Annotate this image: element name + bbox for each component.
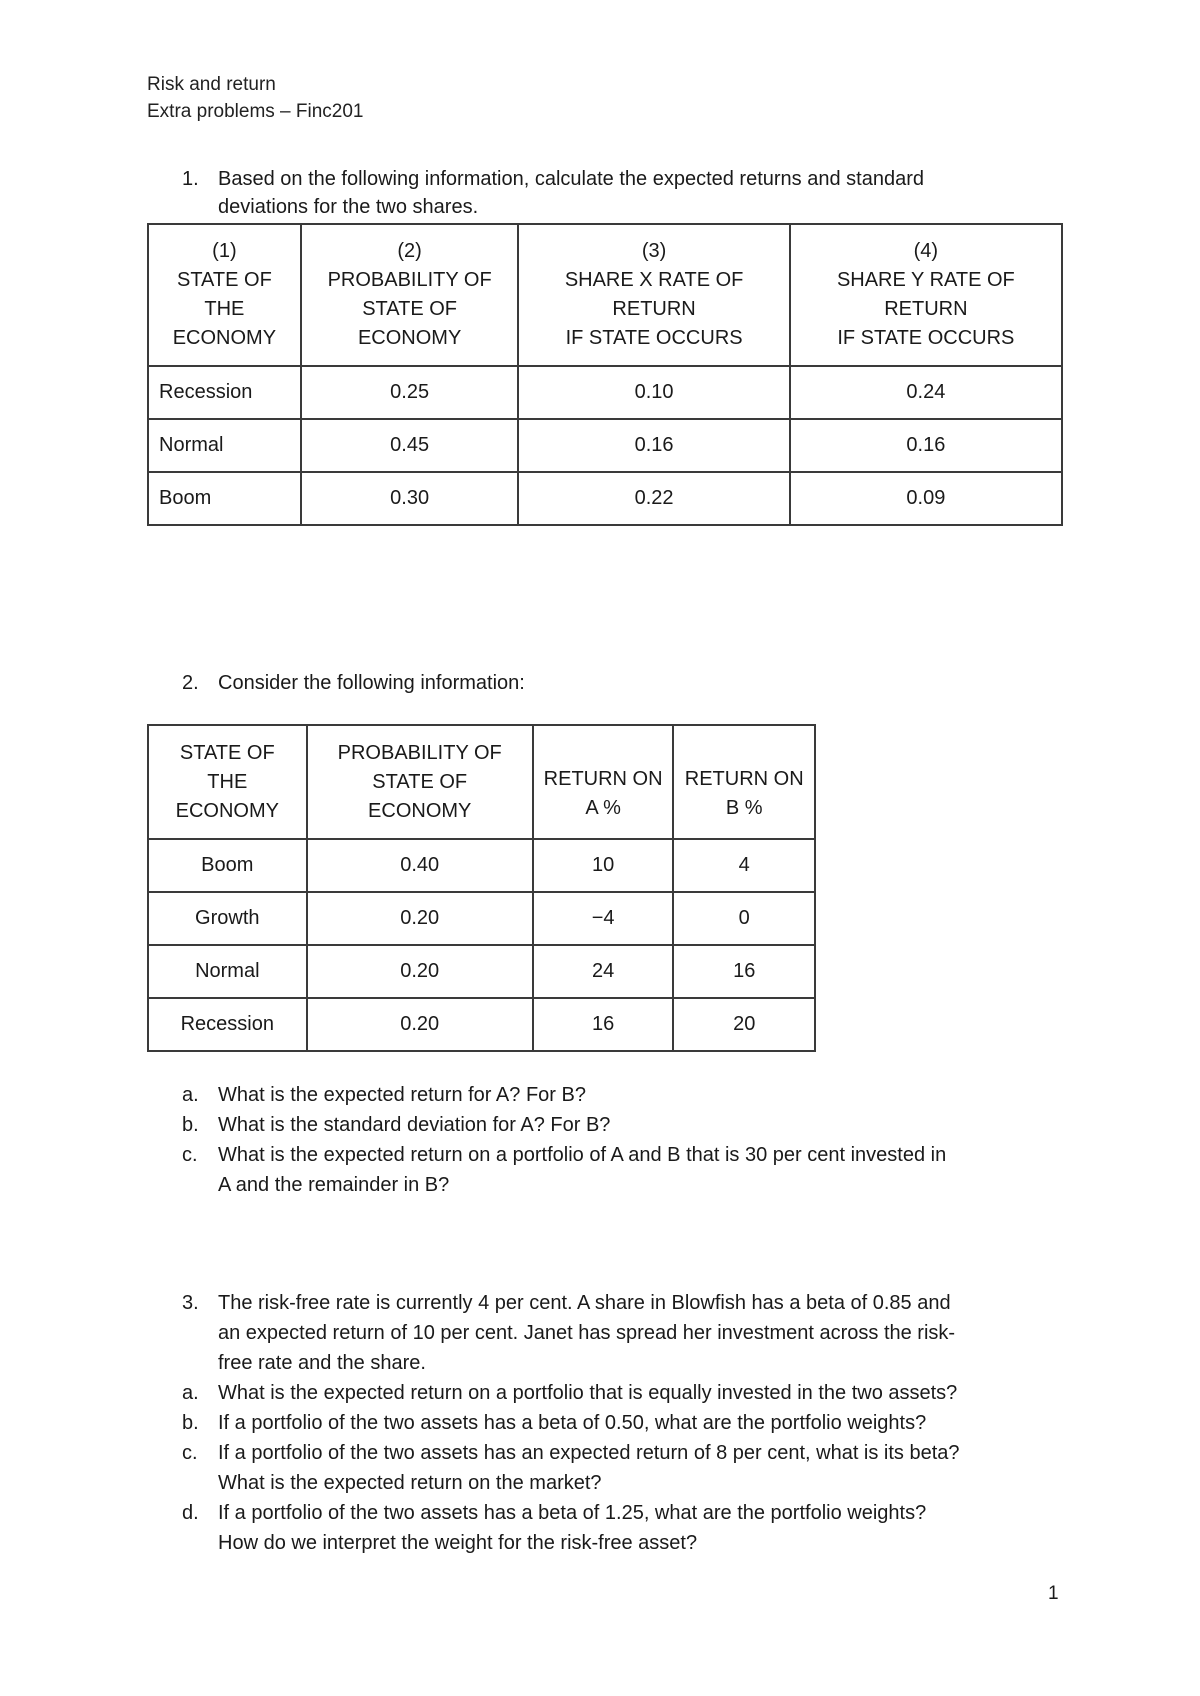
sub-text: What is the standard deviation for A? For B? [218,1114,611,1136]
question-1-number: 1. [182,168,199,190]
question-2-part-b [182,1110,1082,1140]
sub-letter: a. [182,1084,199,1106]
header-line: PROBABILITY OF [327,269,492,291]
sub-text: What is the expected return on a portfolio of A and B that is 30 per cent invested in [218,1144,947,1166]
header-line: SHARE Y RATE OF [836,269,1015,291]
table-cell: 0.10 [518,366,789,419]
table-cell: 0.20 [307,998,533,1051]
header-subtitle: Extra problems – Finc201 [147,101,364,122]
header-cell [790,224,1062,366]
header-cell [673,725,815,839]
question-2-part-c [182,1140,1082,1200]
table-cell: Recession [148,998,307,1051]
table-cell: 0.24 [790,366,1062,419]
question-3-part-c [182,1438,1082,1498]
table-cell: 0.45 [301,419,519,472]
sub-letter: a. [182,1382,199,1404]
header-line: STATE OF [179,741,275,764]
table-cell: 0.16 [518,419,789,472]
sub-text: A and the remainder in B? [218,1174,450,1196]
header-cell [533,725,674,839]
table-cell: 4 [673,839,815,892]
table-cell: −4 [533,892,674,945]
header-line: RETURN [612,298,696,320]
table-cell: Boom [148,472,301,525]
table-cell: 16 [533,998,674,1051]
sub-text: How do we interpret the weight for the risk-free asset? [218,1532,698,1554]
header-title: Risk and return [147,74,276,95]
header-cell [307,725,533,839]
question-3-part-a [182,1378,1082,1408]
sub-letter: c. [182,1144,198,1166]
question-3-number: 3. [182,1292,199,1314]
question-3-part-d [182,1498,1082,1558]
sub-letter: c. [182,1442,198,1464]
header-line: STATE OF [362,298,458,320]
question-2-number: 2. [182,672,199,694]
table-cell: 0.40 [307,839,533,892]
question-3 [182,1288,1082,1378]
sub-text: If a portfolio of the two assets has a beta of 0.50, what are the portfolio weights? [218,1412,927,1434]
sub-text: What is the expected return on the market? [218,1472,602,1494]
header-cell [518,224,789,366]
table-cell: 10 [533,839,674,892]
header-line: IF STATE OCCURS [837,327,1015,349]
table-cell: Normal [148,945,307,998]
table-cell: 0.20 [307,892,533,945]
header-line: ECONOMY [368,799,472,822]
header-line: (1) [212,240,237,262]
sub-text: If a portfolio of the two assets has an expected return of 8 per cent, what is its beta? [218,1442,960,1464]
table-cell: 0.22 [518,472,789,525]
header-line: B % [725,797,763,819]
table-row [148,998,815,1051]
question-1-text-line2: deviations for the two shares. [218,196,479,218]
sub-text: What is the expected return on a portfolio that is equally invested in the two assets? [218,1382,958,1404]
table-row [148,945,815,998]
header-line: RETURN [884,298,968,320]
header-line: STATE OF [372,770,468,793]
table-row [148,839,815,892]
sub-letter: b. [182,1114,199,1136]
table-cell: 0.25 [301,366,519,419]
header-line: ECONOMY [357,327,462,349]
header-line: STATE OF [176,269,272,291]
table-cell: 24 [533,945,674,998]
header-line: IF STATE OCCURS [565,327,743,349]
question-3-text-line: free rate and the share. [218,1352,426,1374]
table-cell: 16 [673,945,815,998]
table-row [148,419,1062,472]
sub-letter: d. [182,1502,199,1524]
question-2-text: Consider the following information: [218,672,525,694]
table-header-row [148,725,815,839]
header-line: ECONOMY [172,327,277,349]
table-cell: Growth [148,892,307,945]
question-1-table [147,223,1063,526]
table-cell: 0.09 [790,472,1062,525]
question-3-text-line: The risk-free rate is currently 4 per cent. A share in Blowfish has a beta of 0.85 and [218,1292,951,1314]
table-cell: 0.20 [307,945,533,998]
header-line: A % [585,797,621,819]
header-cell [148,725,307,839]
table-row [148,892,815,945]
question-3-part-b [182,1408,1082,1438]
table-cell: Normal [148,419,301,472]
table-cell: 0 [673,892,815,945]
header-line: (4) [913,240,939,262]
table-header-row [148,224,1062,366]
table-row [148,472,1062,525]
header-line: THE [204,298,245,320]
table-row [148,366,1062,419]
header-line: RETURN ON [543,768,663,790]
header-line: (3) [641,240,667,262]
header-line: (2) [397,240,422,262]
table-cell: Boom [148,839,307,892]
header-line: SHARE X RATE OF [564,269,744,291]
sub-letter: b. [182,1412,199,1434]
question-2-table [147,724,816,1052]
header-line: RETURN ON [684,768,804,790]
question-1-text-line1: Based on the following information, calculate the expected returns and standard [218,168,924,190]
page-number: 1 [1048,1583,1059,1604]
header-line: THE [207,770,248,793]
sub-text: What is the expected return for A? For B? [218,1084,586,1106]
table-cell: 0.16 [790,419,1062,472]
question-2-part-a [182,1080,1082,1110]
table-cell: Recession [148,366,301,419]
header-line: ECONOMY [175,799,279,822]
header-line: PROBABILITY OF [337,741,502,764]
table-cell: 0.30 [301,472,519,525]
sub-text: If a portfolio of the two assets has a beta of 1.25, what are the portfolio weights? [218,1502,927,1524]
header-cell [301,224,519,366]
table-cell: 20 [673,998,815,1051]
header-cell [148,224,301,366]
question-3-text-line: an expected return of 10 per cent. Janet has spread her investment across the risk- [218,1322,956,1344]
